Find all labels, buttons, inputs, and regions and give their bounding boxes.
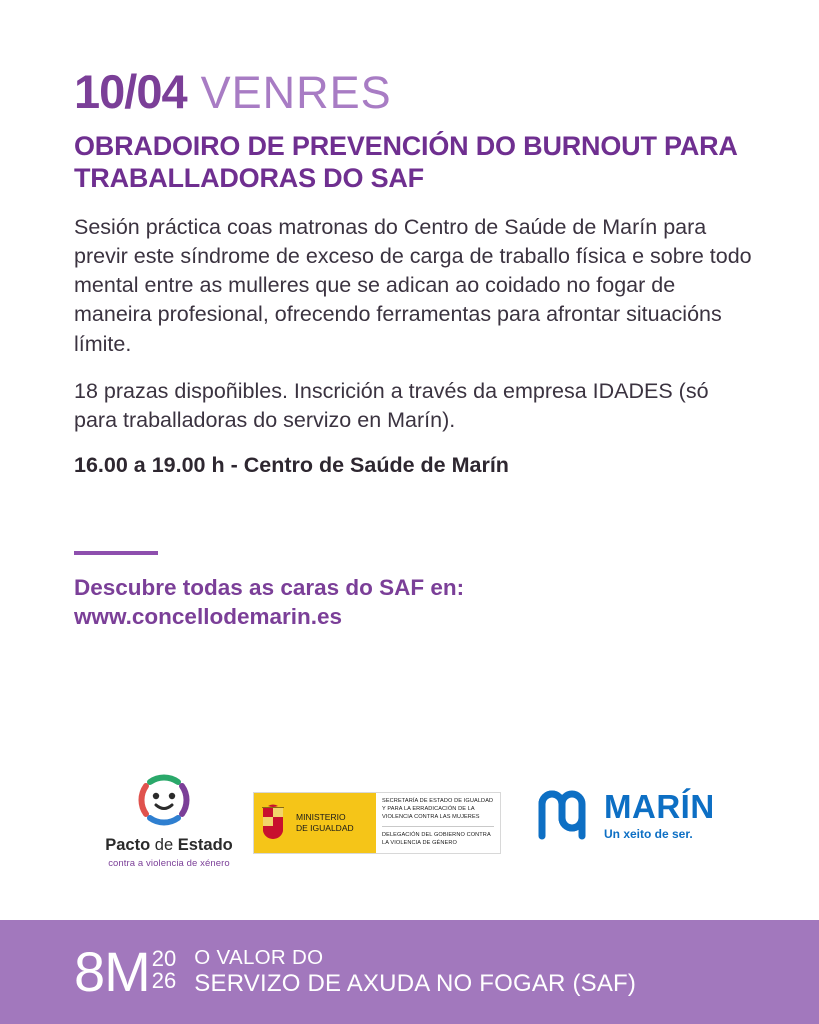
ministerio-delegacion-text: DELEGACIÓN DEL GOBIERNO CONTRA LA VIOLENCIA DE GÉNERO bbox=[382, 832, 491, 847]
footer-slogan bbox=[194, 946, 636, 999]
logo-ministerio-igualdad bbox=[253, 792, 501, 854]
date-number: 10/04 bbox=[74, 65, 187, 118]
divider-rule bbox=[74, 551, 158, 555]
pacto-title bbox=[74, 836, 264, 855]
footer-band bbox=[0, 920, 819, 1024]
logo-marin bbox=[536, 788, 715, 842]
logo-strip bbox=[0, 772, 819, 882]
ministerio-text-block bbox=[376, 793, 500, 853]
ministerio-divider bbox=[382, 826, 494, 827]
website-link[interactable]: www.concellodemarin.es bbox=[74, 604, 343, 630]
description-paragraph: Sesión práctica coas matronas do Centro de Saúde de Marín para previr este síndrome de exceso de carga de traballo física e sobre todo mental entre as mulleres que se adican ao coidado no fogar de maneira profesional, ofrecendo ferramentas para afrontar situacións límite. bbox=[74, 214, 752, 356]
ministerio-flag-text bbox=[296, 812, 354, 833]
weekday-label: VENRES bbox=[200, 67, 392, 118]
footer-8m-logo bbox=[74, 940, 177, 1004]
schedule-text: 16.00 a 19.00 h - Centro de Saúde de Marín bbox=[74, 453, 509, 478]
ministerio-secretaria-text: SECRETARÍA DE ESTADO DE IGUALDAD Y PARA LA ERRADICACIÓN DE LA VIOLENCIA CONTRA LAS MUJERES bbox=[382, 798, 494, 820]
marin-wordmark bbox=[604, 787, 715, 841]
footer-year-top: 20 bbox=[151, 946, 177, 972]
footer-slogan-line-2: SERVIZO DE AXUDA NO FOGAR (SAF) bbox=[194, 969, 637, 997]
registration-paragraph: 18 prazas dispoñibles. Inscrición a través da empresa IDADES (só para traballadoras do servizo en Marín). bbox=[74, 378, 709, 433]
footer-year bbox=[152, 948, 176, 992]
pacto-title-word-1: Pacto bbox=[105, 836, 151, 854]
ministerio-line-2: DE IGUALDAD bbox=[296, 823, 354, 833]
discover-block bbox=[74, 573, 754, 632]
date-heading bbox=[74, 65, 754, 118]
pacto-title-word-3: Estado bbox=[177, 836, 233, 854]
footer-year-bottom: 26 bbox=[151, 968, 177, 994]
footer-8m-text: 8M bbox=[74, 940, 150, 1004]
pacto-title-word-2: de bbox=[150, 836, 178, 854]
ministerio-line-1: MINISTERIO bbox=[296, 812, 346, 823]
poster-content bbox=[74, 65, 754, 632]
marin-name: MARÍN bbox=[604, 787, 715, 825]
marin-m-icon bbox=[536, 788, 592, 842]
logo-pacto-de-estado bbox=[74, 772, 264, 869]
page-title: OBRADOIRO DE PREVENCIÓN DO BURNOUT PARA TRABALLADORAS DO SAF bbox=[74, 131, 737, 193]
marin-tagline: Un xeito de ser. bbox=[604, 826, 693, 841]
pacto-subtitle: contra a violencia de xénero bbox=[108, 858, 230, 869]
spain-coat-of-arms-icon bbox=[260, 804, 290, 842]
pacto-smiley-icon bbox=[126, 772, 212, 830]
footer-slogan-line-1: O VALOR DO bbox=[194, 945, 324, 969]
ministerio-flag-block bbox=[254, 793, 376, 853]
discover-label: Descubre todas as caras do SAF en: bbox=[74, 574, 465, 600]
